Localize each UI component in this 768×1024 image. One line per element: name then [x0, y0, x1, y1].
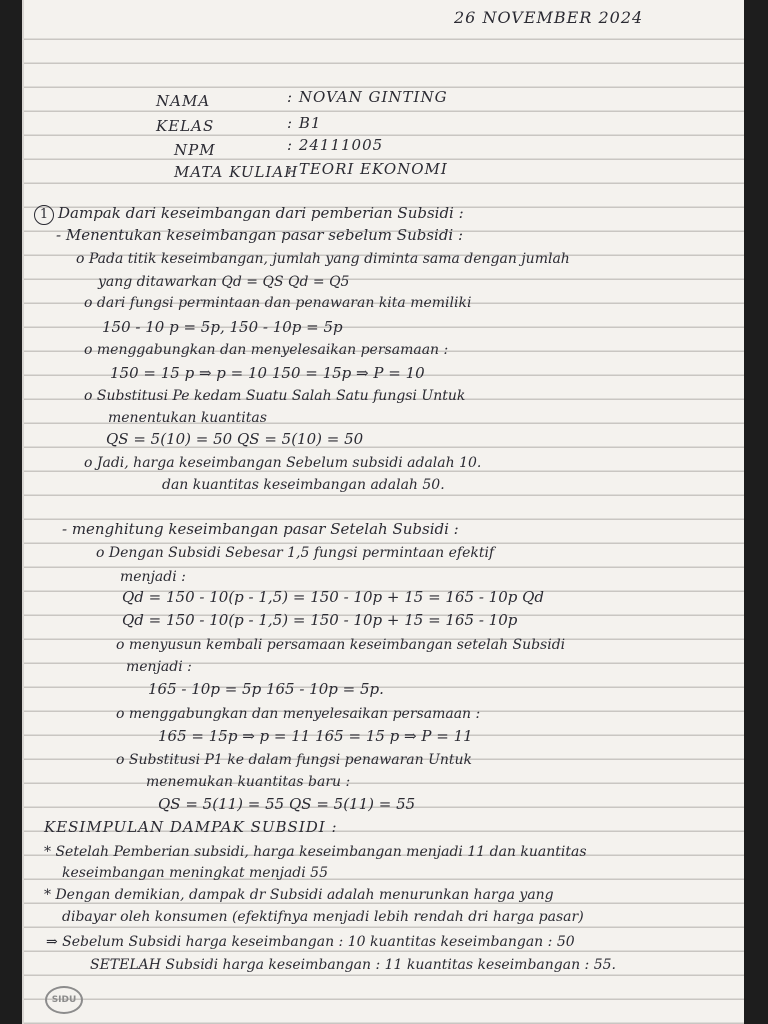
subsection-b-heading: - menghitung keseimbangan pasar Setelah Subsidi :	[62, 520, 459, 538]
kelas-label: KELAS	[156, 117, 215, 135]
nama-value: : NOVAN GINTING	[287, 88, 448, 106]
a4-line-b: menentukan kuantitas	[108, 410, 267, 426]
b2-equation: 165 - 10p = 5p 165 - 10p = 5p.	[148, 680, 384, 698]
conclusion-point-1: * Setelah Pemberian subsidi, harga keseimbangan menjadi 11 dan kuantitas	[44, 844, 587, 860]
conclusion-point-2: * Dengan demikian, dampak dr Subsidi adalah menurunkan harga yang	[44, 887, 554, 903]
a1-line: o Pada titik keseimbangan, jumlah yang diminta sama dengan jumlah	[76, 251, 570, 267]
section-1-title-text: Dampak dari keseimbangan dari pemberian Subsidi :	[58, 204, 464, 222]
a3-line: o menggabungkan dan menyelesaikan persamaan :	[84, 342, 449, 358]
b3-equation: 165 = 15p ⇒ p = 11 165 = 15 p ⇒ P = 11	[158, 727, 473, 745]
conclusion-after: SETELAH Subsidi harga keseimbangan : 11 kuantitas keseimbangan : 55.	[90, 957, 616, 973]
b4-line: o Substitusi P1 ke dalam fungsi penawaran Untuk	[116, 752, 473, 768]
date: 26 NOVEMBER 2024	[454, 8, 644, 27]
mata-kuliah-label: MATA KULIAH	[174, 163, 299, 181]
a2-equation: 150 - 10 p = 5p, 150 - 10p = 5p	[102, 318, 343, 336]
kelas-value: : B1	[287, 114, 322, 132]
npm-label: NPM	[174, 141, 216, 159]
page-edge-line	[22, 0, 24, 1024]
a4-equation: QS = 5(10) = 50 QS = 5(10) = 50	[106, 430, 364, 448]
conclusion-title: KESIMPULAN DAMPAK SUBSIDI :	[44, 818, 338, 836]
sidu-logo: SIDU	[45, 986, 83, 1014]
subsection-a-heading: - Menentukan keseimbangan pasar sebelum Subsidi :	[56, 226, 464, 244]
b1-line: o Dengan Subsidi Sebesar 1,5 fungsi permintaan efektif	[96, 545, 495, 561]
b1-equation-1: Qd = 150 - 10(p - 1,5) = 150 - 10p + 15 = 165 - 10p Qd	[122, 588, 545, 606]
b1-equation-2: Qd = 150 - 10(p - 1,5) = 150 - 10p + 15 = 165 - 10p	[122, 611, 518, 629]
section-1-title	[34, 205, 464, 225]
conclusion-point-2b: dibayar oleh konsumen (efektifnya menjadi lebih rendah dri harga pasar)	[62, 909, 584, 925]
a2-line: o dari fungsi permintaan dan penawaran kita memiliki	[84, 295, 472, 311]
mata-kuliah-value: : TEORI EKONOMI	[287, 160, 448, 178]
b2-line: o menyusun kembali persamaan keseimbangan setelah Subsidi	[116, 637, 566, 653]
nama-label: NAMA	[156, 92, 211, 110]
b1-line-b: menjadi :	[120, 569, 186, 585]
b3-line: o menggabungkan dan menyelesaikan persamaan :	[116, 706, 481, 722]
npm-value: : 24111005	[287, 136, 384, 154]
a3-equation: 150 = 15 p ⇒ p = 10 150 = 15p ⇒ P = 10	[110, 364, 425, 382]
notebook-page	[22, 0, 744, 1024]
b2-line-b: menjadi :	[126, 659, 192, 675]
a4-line: o Substitusi Pe kedam Suatu Salah Satu fungsi Untuk	[84, 388, 466, 404]
conclusion-before: ⇒ Sebelum Subsidi harga keseimbangan : 10 kuantitas keseimbangan : 50	[46, 934, 575, 950]
a5-line-b: dan kuantitas keseimbangan adalah 50.	[162, 477, 445, 493]
a5-line: o Jadi, harga keseimbangan Sebelum subsidi adalah 10.	[84, 455, 482, 471]
a1-line-b: yang ditawarkan Qd = QS Qd = Q5	[98, 274, 350, 290]
b4-line-b: menemukan kuantitas baru :	[146, 774, 351, 790]
conclusion-point-1b: keseimbangan meningkat menjadi 55	[62, 865, 328, 881]
b4-equation: QS = 5(11) = 55 QS = 5(11) = 55	[158, 795, 416, 813]
section-number: 1	[34, 205, 54, 225]
